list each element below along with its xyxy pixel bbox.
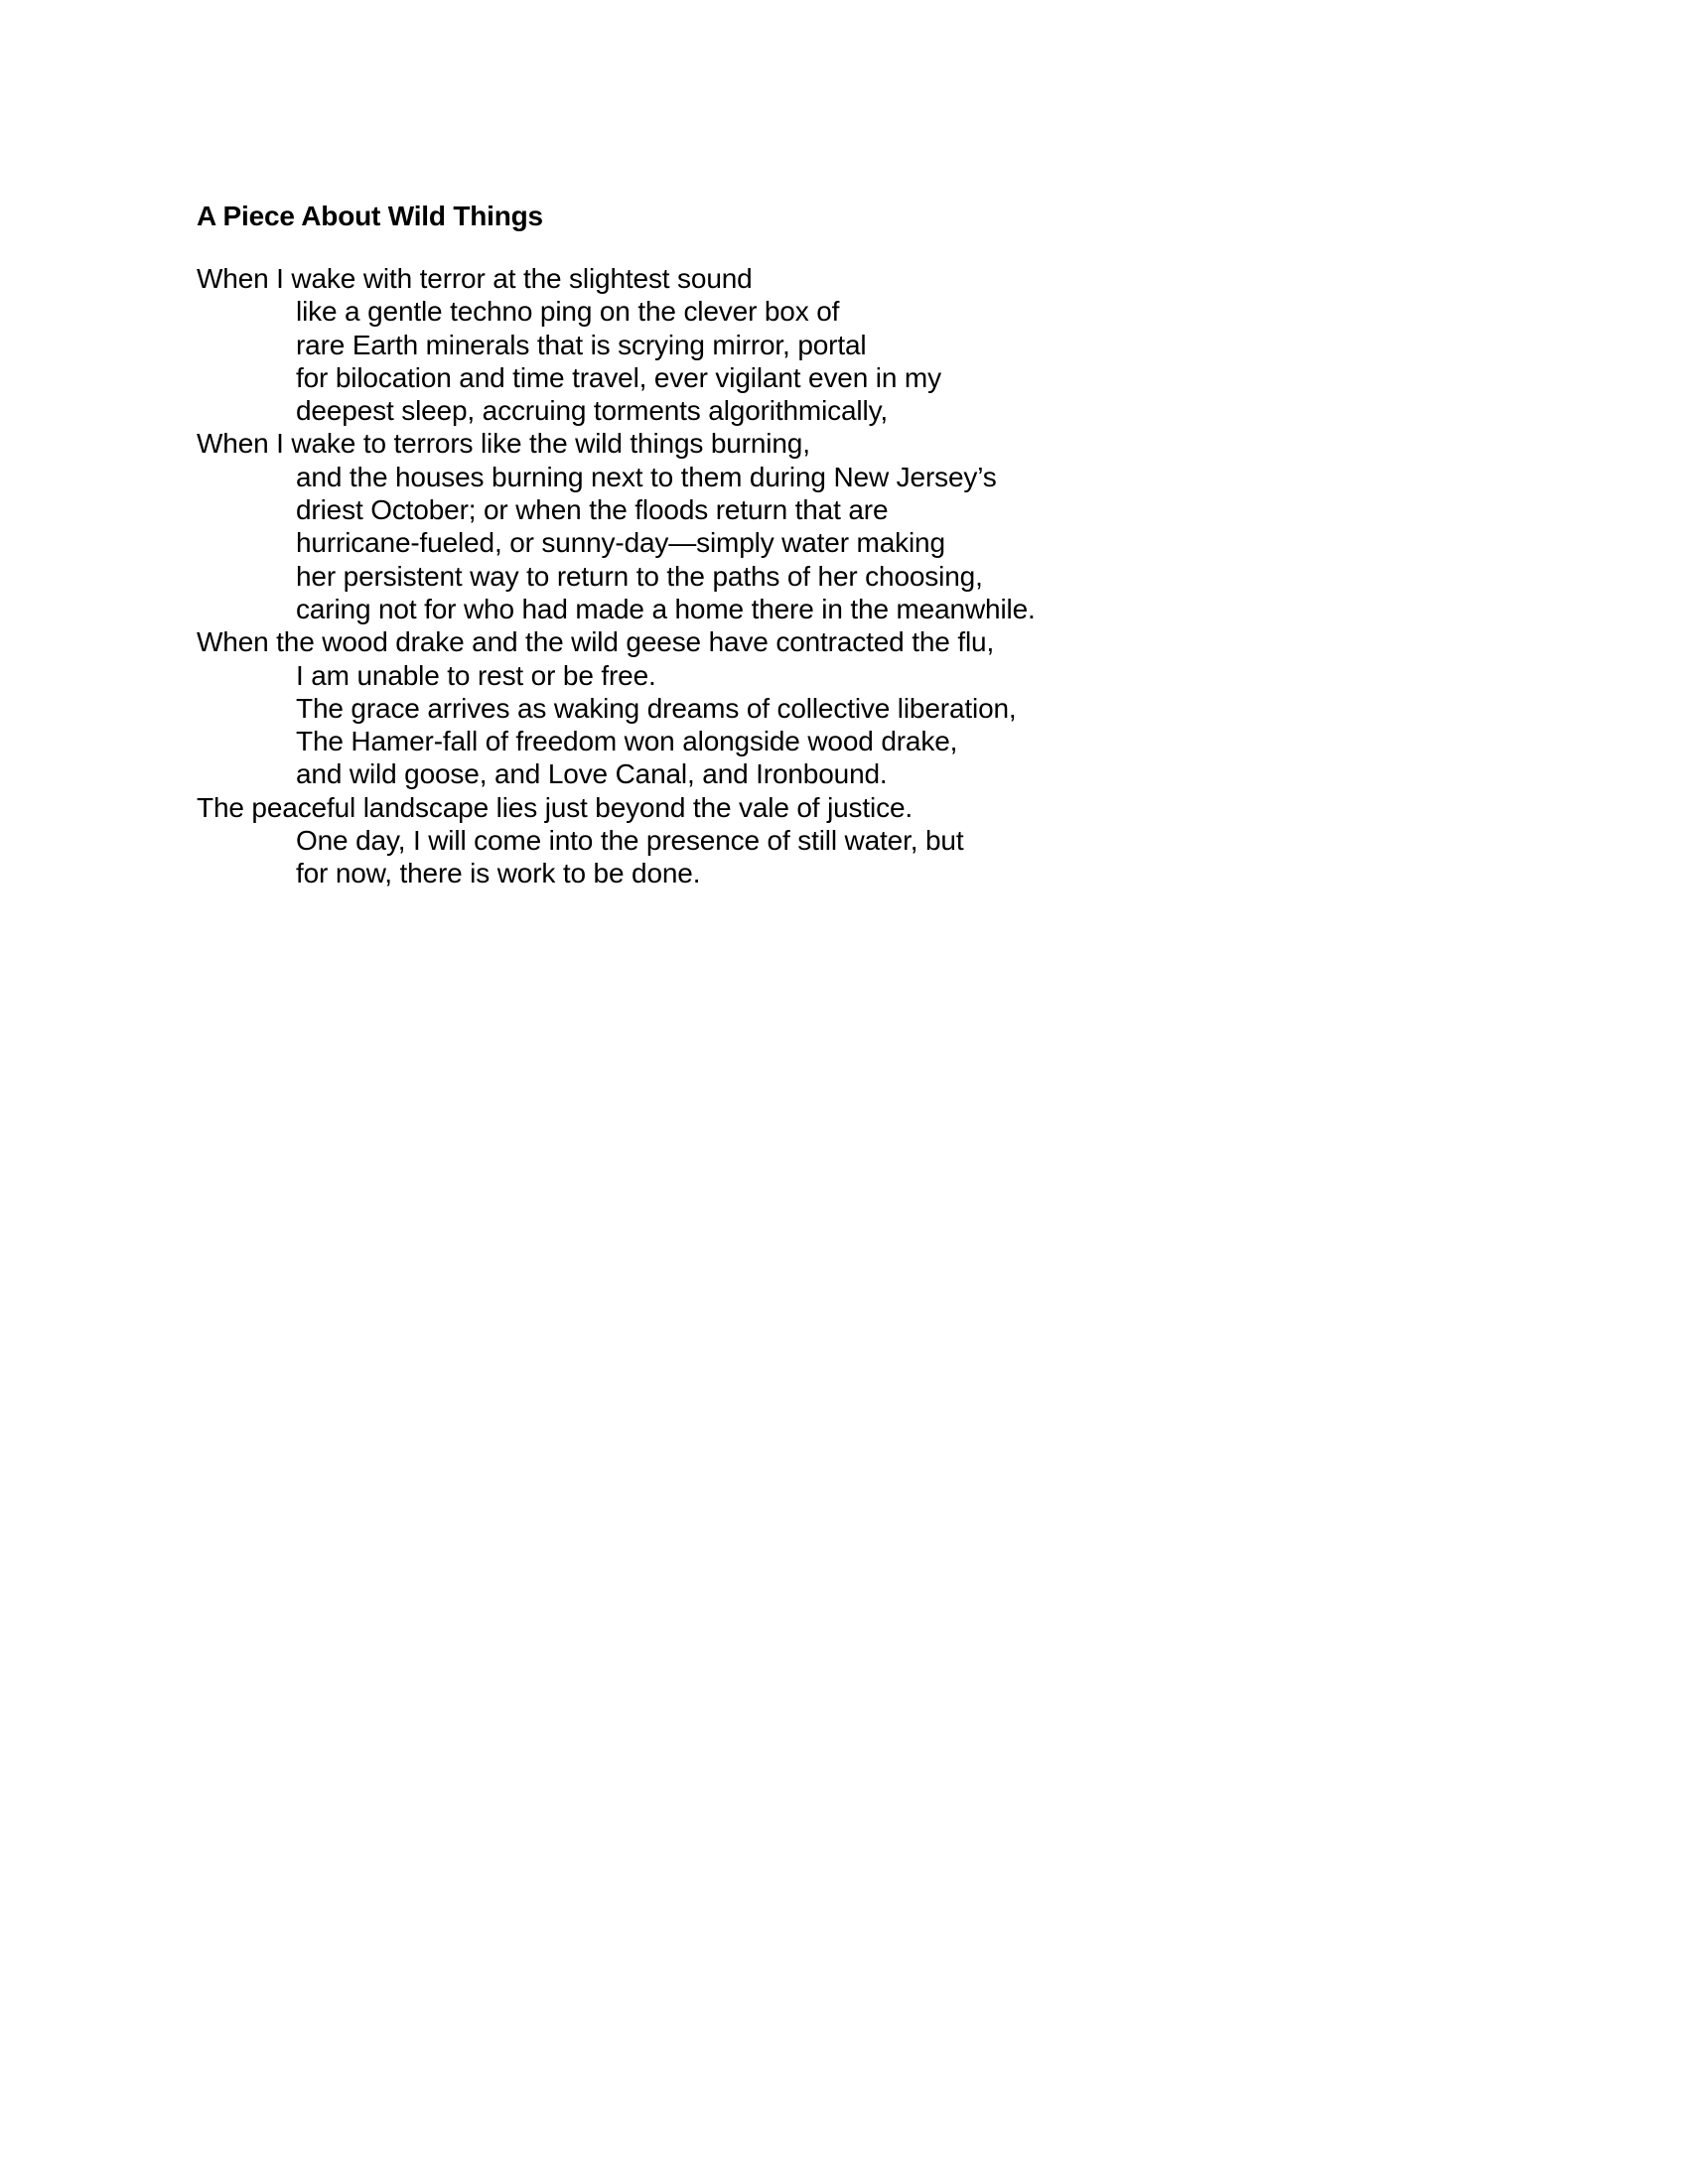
poem-line: driest October; or when the floods return that are [296, 494, 889, 526]
poem-line: When I wake with terror at the slightest sound [197, 263, 753, 294]
poem-line: deepest sleep, accruing torments algorithmically, [296, 395, 888, 427]
poem-line: One day, I will come into the presence of still water, but [296, 825, 964, 857]
poem-line: The Hamer-fall of freedom won alongside wood drake, [296, 726, 958, 757]
poem-line: The grace arrives as waking dreams of collective liberation, [296, 692, 1017, 724]
poem-title: A Piece About Wild Things [197, 201, 543, 231]
poem-line: I am unable to rest or be free. [296, 659, 656, 691]
poem-body [197, 262, 1036, 890]
poem-line: for now, there is work to be done. [296, 858, 701, 889]
poem-line: caring not for who had made a home there in the meanwhile. [296, 593, 1036, 624]
poem-line: When I wake to terrors like the wild things burning, [197, 428, 810, 460]
poem-line: and the houses burning next to them during New Jersey’s [296, 461, 997, 492]
poem-line: and wild goose, and Love Canal, and Ironbound. [296, 758, 888, 790]
poem-line: When the wood drake and the wild geese have contracted the flu, [197, 626, 995, 658]
poem-line: The peaceful landscape lies just beyond the vale of justice. [197, 791, 914, 823]
poem-line: for bilocation and time travel, ever vigilant even in my [296, 361, 941, 393]
poem-line: hurricane-fueled, or sunny-day—simply water making [296, 527, 945, 559]
poem-line: rare Earth minerals that is scrying mirror, portal [296, 329, 867, 360]
poem-line: like a gentle techno ping on the clever box of [296, 296, 840, 328]
poem-line: her persistent way to return to the paths of her choosing, [296, 560, 983, 592]
